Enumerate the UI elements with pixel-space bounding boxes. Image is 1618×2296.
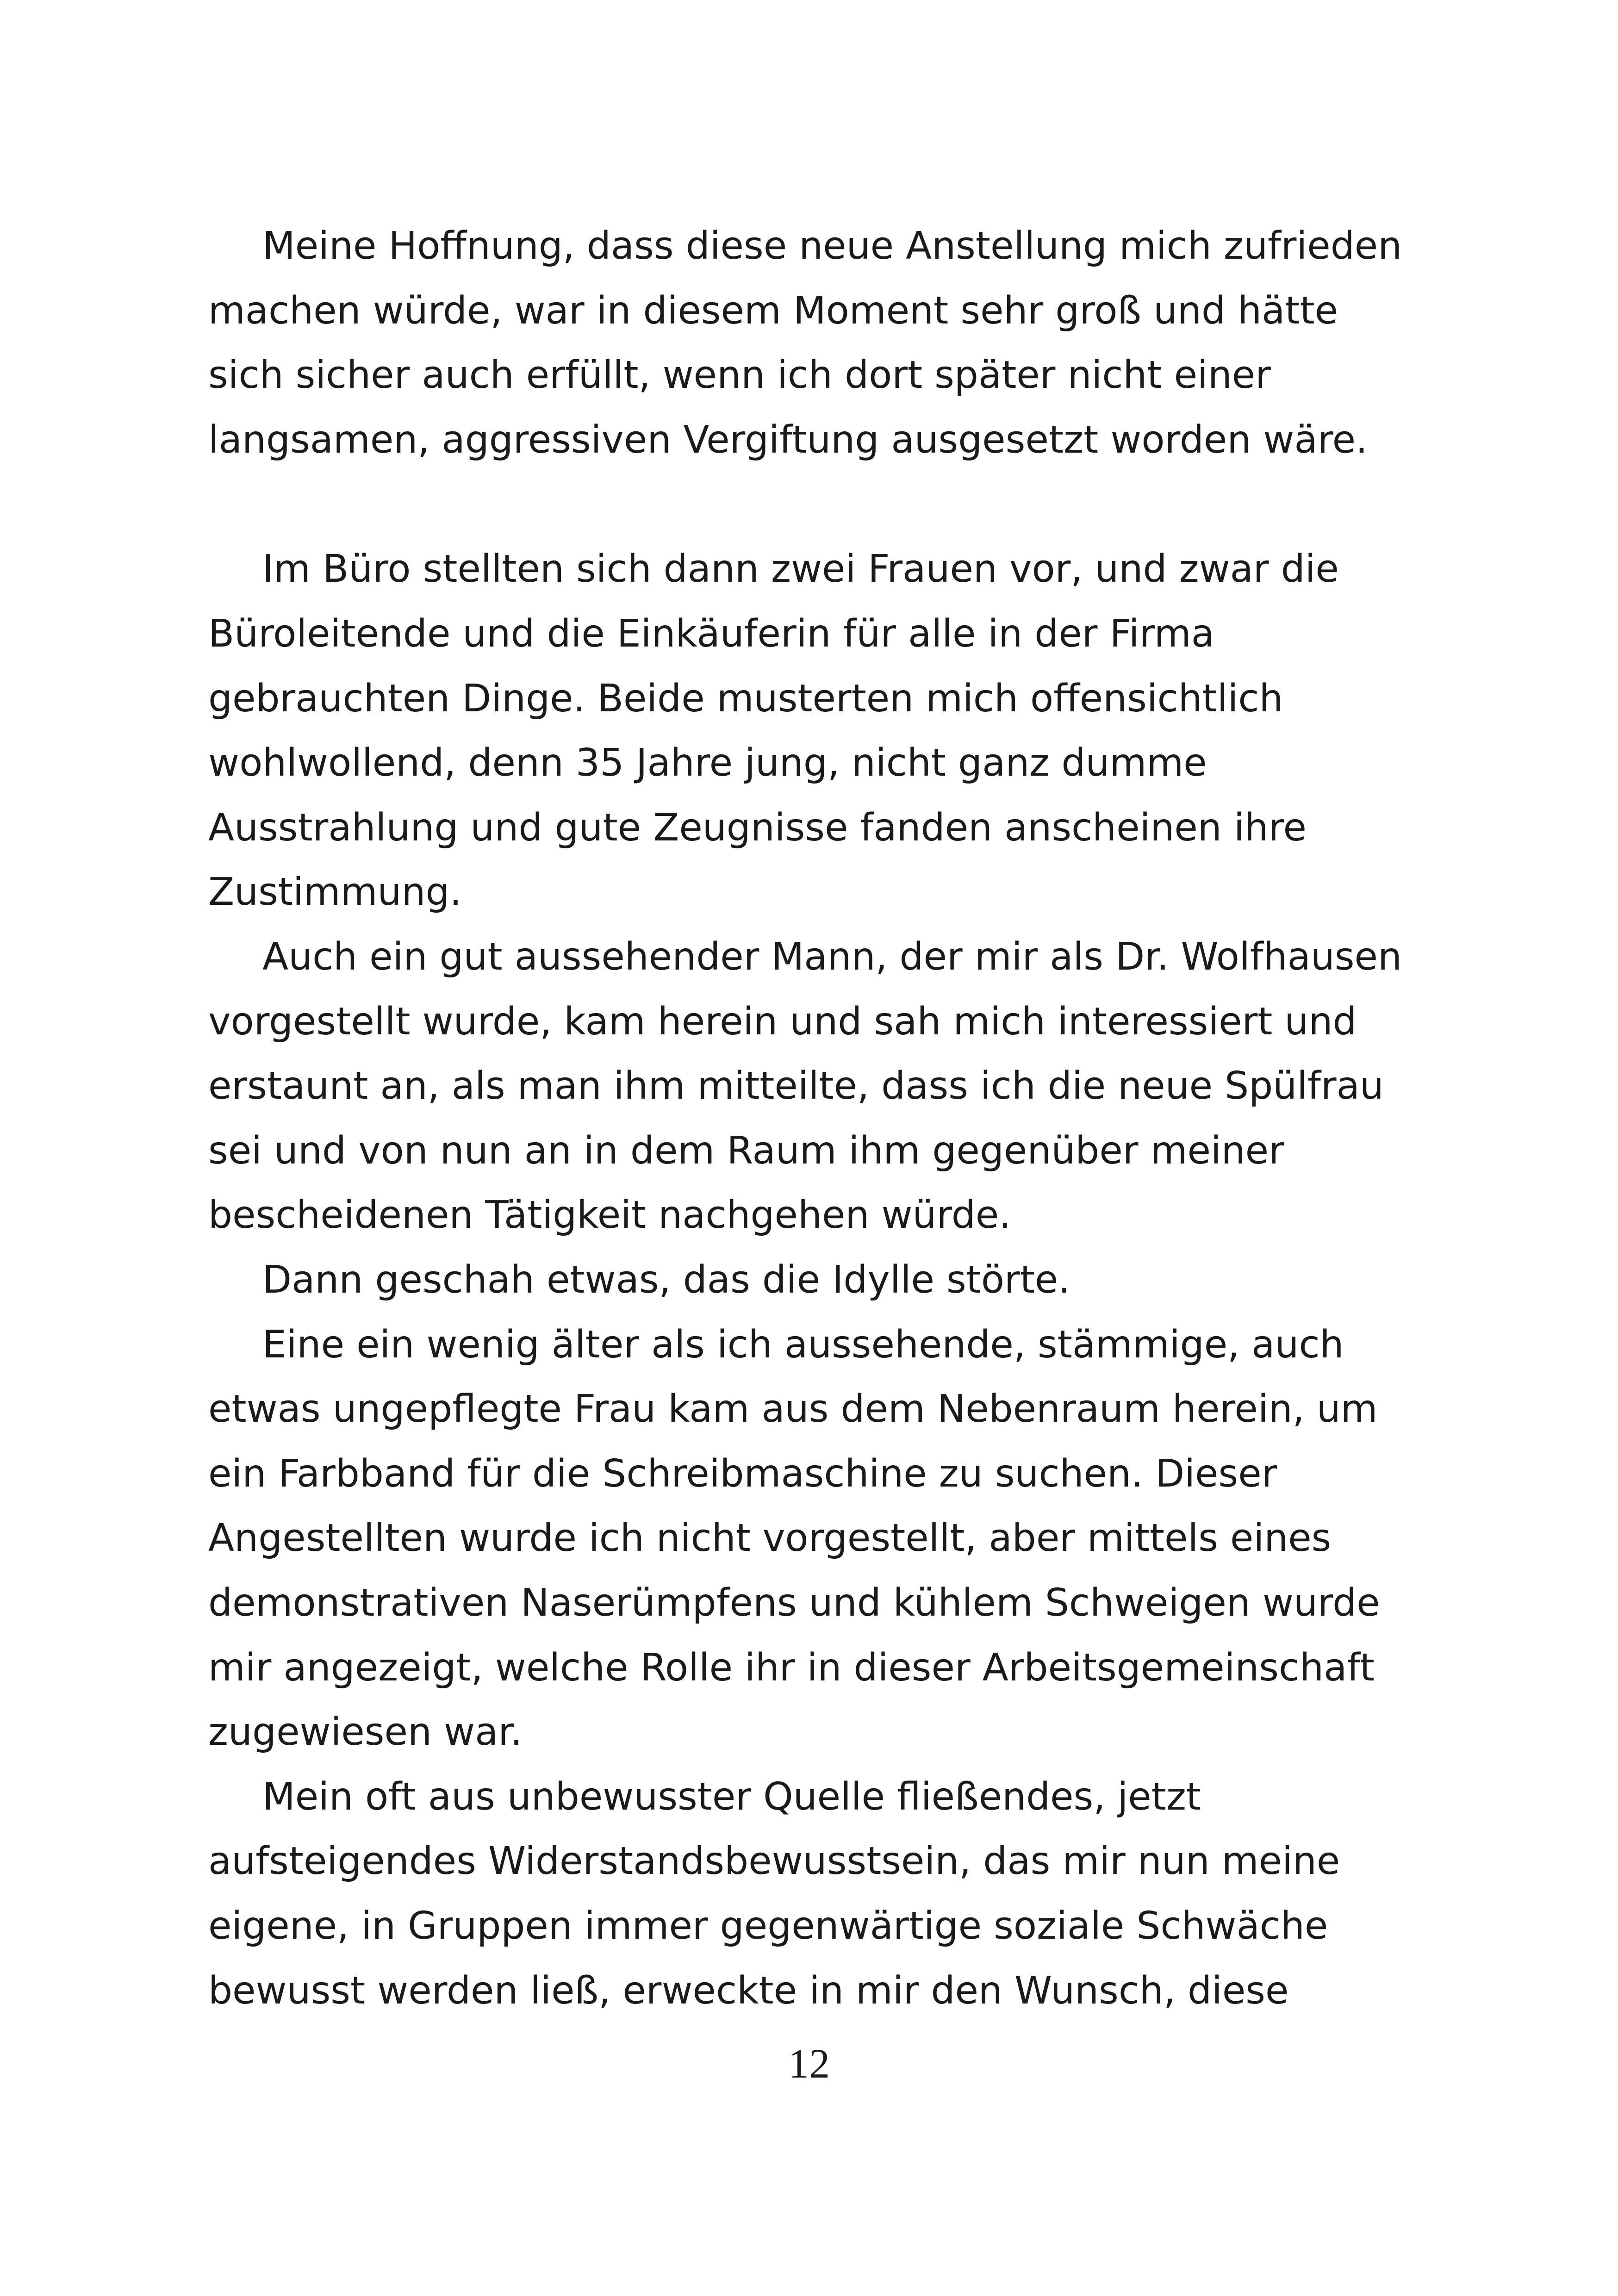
text-line: Mein oft aus unbewusster Quelle fließendes, jetzt (262, 1775, 1201, 1819)
text-line: Angestellten wurde ich nicht vorgestellt, aber mittels eines (208, 1516, 1332, 1560)
text-line: Ausstrahlung und gute Zeugnisse fanden anscheinen ihre (208, 806, 1307, 850)
text-line: gebrauchten Dinge. Beide musterten mich offensichtlich (208, 677, 1283, 721)
text-line: Meine Hoffnung, dass diese neue Anstellung mich zufrieden (262, 224, 1402, 268)
text-line: machen würde, war in diesem Moment sehr groß und hätte (208, 289, 1338, 333)
text-line: Zustimmung. (208, 870, 462, 914)
text-line: mir angezeigt, welche Rolle ihr in dieser Arbeitsgemeinschaft (208, 1646, 1375, 1690)
text-line: langsamen, aggressiven Vergiftung ausgesetzt worden wäre. (208, 418, 1368, 462)
text-line: wohlwollend, denn 35 Jahre jung, nicht ganz dumme (208, 741, 1207, 785)
text-line: Dann geschah etwas, das die Idylle störte. (262, 1258, 1070, 1302)
text-line: sei und von nun an in dem Raum ihm gegenüber meiner (208, 1129, 1284, 1173)
text-line: Büroleitende und die Einkäuferin für alle in der Firma (208, 612, 1214, 656)
text-line: etwas ungepflegte Frau kam aus dem Nebenraum herein, um (208, 1387, 1378, 1431)
text-line: erstaunt an, als man ihm mitteilte, dass ich die neue Spülfrau (208, 1064, 1384, 1108)
text-line: Auch ein gut aussehender Mann, der mir als Dr. Wolfhausen (262, 935, 1402, 979)
text-line: vorgestellt wurde, kam herein und sah mich interessiert und (208, 1000, 1357, 1044)
text-line: ein Farbband für die Schreibmaschine zu suchen. Dieser (208, 1452, 1277, 1496)
page-number: 12 (788, 2041, 830, 2087)
text-line: Im Büro stellten sich dann zwei Frauen vor, und zwar die (262, 547, 1339, 591)
text-line: bewusst werden ließ, erweckte in mir den Wunsch, diese (208, 1969, 1289, 2013)
text-line: demonstrativen Naserümpfens und kühlem Schweigen wurde (208, 1581, 1380, 1625)
text-line: eigene, in Gruppen immer gegenwärtige soziale Schwäche (208, 1904, 1328, 1948)
text-line: Eine ein wenig älter als ich aussehende, stämmige, auch (262, 1323, 1344, 1367)
text-line: bescheidenen Tätigkeit nachgehen würde. (208, 1193, 1011, 1237)
text-line: zugewiesen war. (208, 1710, 523, 1754)
text-line: sich sicher auch erfüllt, wenn ich dort später nicht einer (208, 353, 1271, 397)
text-line: aufsteigendes Widerstandsbewusstsein, das mir nun meine (208, 1839, 1340, 1883)
